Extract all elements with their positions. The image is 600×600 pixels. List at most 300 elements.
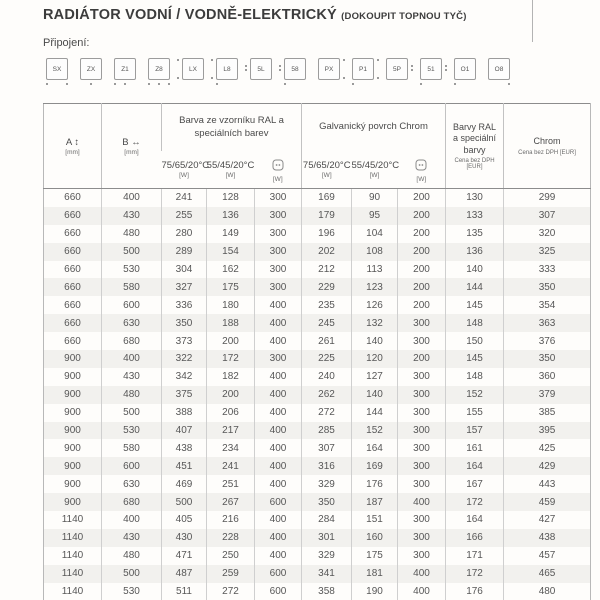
cell-chrom-el: 400 <box>398 493 446 511</box>
connection-type-ZX <box>80 58 102 80</box>
connection-type-51 <box>420 58 442 80</box>
connection-type-P1 <box>352 58 374 80</box>
unit-label: [W] <box>272 175 283 183</box>
cell-price-ral: 145 <box>446 350 504 368</box>
cell-b: 580 <box>102 278 162 296</box>
cell-ral-el: 400 <box>255 511 302 529</box>
connection-type-L8 <box>216 58 238 80</box>
cell-b: 530 <box>102 422 162 440</box>
cell-price-chrom: 438 <box>504 529 591 547</box>
table-row <box>44 583 591 600</box>
cell-chrom-75: 341 <box>302 565 352 583</box>
cell-ral-55: 128 <box>207 189 255 207</box>
connection-type-5P <box>386 58 408 80</box>
cell-ral-el: 400 <box>255 314 302 332</box>
cell-price-chrom: 350 <box>504 350 591 368</box>
connection-point-tick <box>216 83 218 85</box>
cell-price-ral: 130 <box>446 189 504 207</box>
cell-ral-el: 400 <box>255 475 302 493</box>
connection-point-tick <box>454 83 456 85</box>
cell-price-chrom: 443 <box>504 475 591 493</box>
cell-ral-75: 388 <box>162 404 207 422</box>
cell-ral-55: 228 <box>207 529 255 547</box>
cell-b: 430 <box>102 368 162 386</box>
col-header-price-ral: Barvy RAL a speciální barvy Cena bez DPH [EUR] <box>446 104 504 189</box>
connection-point-tick <box>445 69 447 71</box>
sub-col-ral-75 <box>161 151 210 189</box>
connection-point-tick <box>284 83 286 85</box>
cell-ral-55: 206 <box>207 404 255 422</box>
temp-label: 75/65/20°C <box>302 160 351 171</box>
cell-price-chrom: 459 <box>504 493 591 511</box>
cell-chrom-75: 169 <box>302 189 352 207</box>
cell-ral-el: 600 <box>255 565 302 583</box>
connection-code-label: L8 <box>216 58 238 80</box>
connection-point-tick <box>148 83 150 85</box>
cell-ral-el: 600 <box>255 493 302 511</box>
cell-b: 600 <box>102 457 162 475</box>
cell-chrom-el: 200 <box>398 261 446 279</box>
cell-ral-el: 300 <box>255 189 302 207</box>
cell-ral-el: 400 <box>255 404 302 422</box>
col-header-b <box>102 104 162 189</box>
cell-a: 900 <box>64 407 81 419</box>
cell-chrom-55: 95 <box>352 207 398 225</box>
cell-b: 630 <box>102 314 162 332</box>
cell-ral-75: 407 <box>162 422 207 440</box>
cell-a: 1140 <box>61 586 84 598</box>
table-row <box>44 422 591 440</box>
temp-label: 55/45/20°C <box>206 160 255 171</box>
connection-code-label: O1 <box>454 58 476 80</box>
cell-chrom-el: 200 <box>398 350 446 368</box>
cell-ral-el: 400 <box>255 547 302 565</box>
table-row <box>44 296 591 314</box>
cell-price-chrom: 307 <box>504 207 591 225</box>
cell-ral-75: 500 <box>162 493 207 511</box>
spec-table <box>43 103 591 600</box>
connection-type-SX <box>46 58 68 80</box>
cell-chrom-75: 284 <box>302 511 352 529</box>
connection-point-tick <box>168 83 170 85</box>
connection-point-tick <box>245 69 247 71</box>
connection-code-label: LX <box>182 58 204 80</box>
cell-chrom-55: 160 <box>352 529 398 547</box>
sub-col-chrom-75 <box>302 151 352 189</box>
cell-chrom-el: 300 <box>398 386 446 404</box>
cell-price-ral: 152 <box>446 386 504 404</box>
cell-price-ral: 150 <box>446 332 504 350</box>
cell-a: 1140 <box>61 532 84 544</box>
connection-point-tick <box>158 83 160 85</box>
cell-ral-el: 400 <box>255 439 302 457</box>
connection-point-tick <box>46 83 48 85</box>
cell-price-chrom: 360 <box>504 368 591 386</box>
col-b-unit: [mm] <box>124 148 139 156</box>
cell-chrom-el: 300 <box>398 529 446 547</box>
cell-price-chrom: 465 <box>504 565 591 583</box>
cell-ral-55: 200 <box>207 332 255 350</box>
connection-code-label: 51 <box>420 58 442 80</box>
cell-ral-el: 400 <box>255 332 302 350</box>
cell-b: 430 <box>102 207 162 225</box>
cell-ral-el: 600 <box>255 583 302 600</box>
cell-a: 1140 <box>61 550 84 562</box>
cell-ral-el: 400 <box>255 368 302 386</box>
connection-point-tick <box>124 83 126 85</box>
connection-point-tick <box>90 83 92 85</box>
cell-ral-55: 234 <box>207 439 255 457</box>
cell-a: 660 <box>64 281 81 293</box>
cell-ral-75: 487 <box>162 565 207 583</box>
cell-price-chrom: 425 <box>504 439 591 457</box>
cell-ral-55: 172 <box>207 350 255 368</box>
connection-point-tick <box>245 65 247 67</box>
cell-chrom-55: 123 <box>352 278 398 296</box>
cell-chrom-55: 140 <box>352 332 398 350</box>
cell-price-ral: 161 <box>446 439 504 457</box>
connection-point-tick <box>211 59 213 61</box>
cell-b: 500 <box>102 404 162 422</box>
cell-b: 480 <box>102 386 162 404</box>
cell-chrom-55: 181 <box>352 565 398 583</box>
cell-chrom-el: 300 <box>398 457 446 475</box>
cell-a: 900 <box>64 460 81 472</box>
cell-b: 600 <box>102 296 162 314</box>
cell-chrom-75: 358 <box>302 583 352 600</box>
cell-ral-55: 188 <box>207 314 255 332</box>
cell-chrom-75: 240 <box>302 368 352 386</box>
power-socket-icon <box>415 159 427 171</box>
cell-chrom-55: 120 <box>352 350 398 368</box>
connection-code-label: P1 <box>352 58 374 80</box>
cell-ral-75: 375 <box>162 386 207 404</box>
cell-chrom-55: 169 <box>352 457 398 475</box>
cell-chrom-75: 329 <box>302 475 352 493</box>
cell-chrom-75: 229 <box>302 278 352 296</box>
sub-col-chrom-55 <box>352 151 398 189</box>
cell-price-chrom: 457 <box>504 547 591 565</box>
cell-price-chrom: 350 <box>504 278 591 296</box>
cell-ral-55: 175 <box>207 278 255 296</box>
table-row <box>44 386 591 404</box>
cell-ral-75: 405 <box>162 511 207 529</box>
connection-types <box>46 58 510 80</box>
cell-ral-55: 149 <box>207 225 255 243</box>
cell-price-ral: 133 <box>446 207 504 225</box>
connection-code-label: ZX <box>80 58 102 80</box>
cell-price-ral: 148 <box>446 368 504 386</box>
table-row <box>44 314 591 332</box>
table-row <box>44 565 591 583</box>
cell-a: 660 <box>64 192 81 204</box>
cell-chrom-el: 300 <box>398 404 446 422</box>
cell-ral-75: 471 <box>162 547 207 565</box>
connection-point-tick <box>352 83 354 85</box>
table-row <box>44 243 591 261</box>
cell-ral-55: 251 <box>207 475 255 493</box>
cell-ral-75: 438 <box>162 439 207 457</box>
cell-ral-55: 162 <box>207 261 255 279</box>
cell-b: 400 <box>102 350 162 368</box>
cell-a: 900 <box>64 496 81 508</box>
cell-price-ral: 136 <box>446 243 504 261</box>
cell-ral-55: 216 <box>207 511 255 529</box>
col-header-a <box>44 104 102 189</box>
updown-arrow-icon: ↕ <box>74 136 80 148</box>
cell-ral-el: 400 <box>255 422 302 440</box>
group-header-chrom: Galvanický povrch Chrom <box>302 104 446 152</box>
page-edge-line <box>532 0 533 42</box>
table-row <box>44 511 591 529</box>
cell-ral-75: 241 <box>162 189 207 207</box>
connections-label: Připojení: <box>43 37 90 49</box>
cell-price-chrom: 427 <box>504 511 591 529</box>
cell-price-chrom: 325 <box>504 243 591 261</box>
connection-point-tick <box>508 83 510 85</box>
connection-code-label: 5L <box>250 58 272 80</box>
cell-ral-75: 336 <box>162 296 207 314</box>
cell-price-chrom: 320 <box>504 225 591 243</box>
connection-type-Z1 <box>114 58 136 80</box>
cell-chrom-75: 245 <box>302 314 352 332</box>
cell-chrom-75: 261 <box>302 332 352 350</box>
cell-chrom-55: 104 <box>352 225 398 243</box>
cell-b: 500 <box>102 243 162 261</box>
unit-label: [W] <box>321 172 332 179</box>
cell-chrom-75: 235 <box>302 296 352 314</box>
cell-a: 900 <box>64 478 81 490</box>
connection-point-tick <box>377 59 379 61</box>
connection-type-LX <box>182 58 204 80</box>
cell-a: 660 <box>64 264 81 275</box>
cell-chrom-75: 316 <box>302 457 352 475</box>
cell-ral-el: 400 <box>255 529 302 547</box>
cell-chrom-55: 164 <box>352 439 398 457</box>
cell-price-chrom: 333 <box>504 261 591 279</box>
cell-ral-el: 400 <box>255 457 302 475</box>
connection-code-label: 5P <box>386 58 408 80</box>
cell-chrom-el: 300 <box>398 547 446 565</box>
connection-type-PX <box>318 58 340 80</box>
cell-a: 660 <box>64 228 81 240</box>
cell-price-ral: 144 <box>446 278 504 296</box>
cell-price-ral: 140 <box>446 261 504 279</box>
table-row <box>44 189 591 207</box>
connection-type-Z8 <box>148 58 170 80</box>
table-row <box>44 404 591 422</box>
cell-chrom-75: 301 <box>302 529 352 547</box>
table-row <box>44 547 591 565</box>
cell-chrom-55: 126 <box>352 296 398 314</box>
cell-chrom-el: 300 <box>398 475 446 493</box>
cell-chrom-55: 108 <box>352 243 398 261</box>
cell-ral-55: 154 <box>207 243 255 261</box>
cell-chrom-55: 152 <box>352 422 398 440</box>
cell-chrom-el: 300 <box>398 511 446 529</box>
cell-chrom-el: 400 <box>398 565 446 583</box>
cell-ral-el: 300 <box>255 207 302 225</box>
cell-b: 480 <box>102 547 162 565</box>
cell-chrom-75: 285 <box>302 422 352 440</box>
table-row <box>44 332 591 350</box>
cell-chrom-el: 200 <box>398 225 446 243</box>
cell-price-chrom: 376 <box>504 332 591 350</box>
connection-type-58 <box>284 58 306 80</box>
connection-point-tick <box>114 83 116 85</box>
cell-chrom-55: 113 <box>352 261 398 279</box>
cell-price-ral: 164 <box>446 511 504 529</box>
connection-point-tick <box>343 59 345 61</box>
cell-price-ral: 166 <box>446 529 504 547</box>
cell-price-ral: 176 <box>446 583 504 600</box>
connection-point-tick <box>211 77 213 79</box>
cell-a: 900 <box>64 353 81 365</box>
connection-point-tick <box>411 69 413 71</box>
connection-type-O8 <box>488 58 510 80</box>
cell-chrom-el: 200 <box>398 207 446 225</box>
connection-type-5L <box>250 58 272 80</box>
cell-price-ral: 172 <box>446 565 504 583</box>
cell-ral-75: 469 <box>162 475 207 493</box>
sub-col-chrom-electric <box>398 151 446 189</box>
cell-a: 900 <box>64 442 81 454</box>
col-header-price-chrom: Chrom Cena bez DPH [EUR] <box>504 104 591 189</box>
table-row <box>44 368 591 386</box>
cell-ral-el: 400 <box>255 296 302 314</box>
cell-a: 1140 <box>61 568 84 580</box>
cell-b: 400 <box>102 511 162 529</box>
connection-point-tick <box>411 65 413 67</box>
cell-price-ral: 171 <box>446 547 504 565</box>
cell-ral-55: 180 <box>207 296 255 314</box>
cell-b: 680 <box>102 332 162 350</box>
cell-chrom-55: 140 <box>352 386 398 404</box>
cell-b: 530 <box>102 583 162 600</box>
group-header-ral: Barva ze vzorníku RAL a speciálních barev <box>162 104 302 152</box>
cell-chrom-75: 272 <box>302 404 352 422</box>
cell-chrom-el: 300 <box>398 368 446 386</box>
col-a-label: A <box>65 136 72 148</box>
cell-b: 630 <box>102 475 162 493</box>
cell-ral-55: 217 <box>207 422 255 440</box>
cell-ral-55: 136 <box>207 207 255 225</box>
cell-chrom-75: 262 <box>302 386 352 404</box>
unit-label: [W] <box>369 172 380 179</box>
cell-ral-55: 267 <box>207 493 255 511</box>
cell-ral-55: 241 <box>207 457 255 475</box>
cell-a: 900 <box>64 371 81 383</box>
cell-ral-75: 342 <box>162 368 207 386</box>
cell-price-chrom: 395 <box>504 422 591 440</box>
cell-a: 1140 <box>61 514 84 526</box>
connection-point-tick <box>279 65 281 67</box>
table-row <box>44 225 591 243</box>
cell-a: 660 <box>64 299 81 311</box>
cell-chrom-el: 300 <box>398 422 446 440</box>
cell-ral-55: 272 <box>207 583 255 600</box>
sub-col-ral-electric <box>255 151 302 189</box>
cell-chrom-75: 225 <box>302 350 352 368</box>
col-b-label: B <box>122 136 129 148</box>
cell-chrom-el: 300 <box>398 314 446 332</box>
cell-b: 400 <box>102 189 162 207</box>
col-a-unit: [mm] <box>65 148 80 156</box>
cell-price-chrom: 385 <box>504 404 591 422</box>
cell-ral-el: 300 <box>255 261 302 279</box>
cell-price-ral: 135 <box>446 225 504 243</box>
leftright-arrow-icon: ↔ <box>131 136 141 148</box>
cell-a: 660 <box>64 335 81 347</box>
connection-code-label: PX <box>318 58 340 80</box>
cell-chrom-el: 200 <box>398 189 446 207</box>
cell-ral-55: 250 <box>207 547 255 565</box>
cell-chrom-75: 179 <box>302 207 352 225</box>
cell-chrom-el: 400 <box>398 583 446 600</box>
cell-price-ral: 145 <box>446 296 504 314</box>
cell-b: 680 <box>102 493 162 511</box>
cell-b: 500 <box>102 565 162 583</box>
cell-ral-75: 373 <box>162 332 207 350</box>
cell-ral-75: 289 <box>162 243 207 261</box>
connection-point-tick <box>279 69 281 71</box>
table-row <box>44 207 591 225</box>
cell-ral-el: 300 <box>255 278 302 296</box>
connection-point-tick <box>377 77 379 79</box>
cell-price-chrom: 379 <box>504 386 591 404</box>
cell-chrom-el: 300 <box>398 439 446 457</box>
cell-chrom-75: 202 <box>302 243 352 261</box>
cell-ral-el: 300 <box>255 243 302 261</box>
cell-chrom-75: 196 <box>302 225 352 243</box>
cell-chrom-75: 350 <box>302 493 352 511</box>
cell-ral-el: 300 <box>255 225 302 243</box>
cell-ral-el: 400 <box>255 386 302 404</box>
connection-code-label: SX <box>46 58 68 80</box>
cell-b: 430 <box>102 529 162 547</box>
temp-label: 75/65/20°C <box>161 160 210 171</box>
cell-price-chrom: 480 <box>504 583 591 600</box>
connection-code-label: Z8 <box>148 58 170 80</box>
power-socket-icon <box>272 159 284 171</box>
cell-chrom-75: 329 <box>302 547 352 565</box>
cell-chrom-el: 200 <box>398 243 446 261</box>
cell-a: 660 <box>64 246 81 258</box>
cell-ral-55: 259 <box>207 565 255 583</box>
cell-ral-55: 182 <box>207 368 255 386</box>
cell-price-ral: 155 <box>446 404 504 422</box>
cell-b: 580 <box>102 439 162 457</box>
unit-label: [W] <box>416 175 427 183</box>
cell-chrom-55: 187 <box>352 493 398 511</box>
cell-ral-75: 304 <box>162 261 207 279</box>
cell-b: 480 <box>102 225 162 243</box>
table-row <box>44 261 591 279</box>
cell-ral-75: 451 <box>162 457 207 475</box>
connection-code-label: Z1 <box>114 58 136 80</box>
connection-code-label: 58 <box>284 58 306 80</box>
cell-ral-75: 322 <box>162 350 207 368</box>
cell-ral-75: 280 <box>162 225 207 243</box>
cell-chrom-55: 190 <box>352 583 398 600</box>
cell-price-ral: 172 <box>446 493 504 511</box>
connection-point-tick <box>343 77 345 79</box>
cell-chrom-el: 300 <box>398 332 446 350</box>
cell-b: 530 <box>102 261 162 279</box>
cell-price-ral: 164 <box>446 457 504 475</box>
table-row <box>44 278 591 296</box>
cell-ral-75: 511 <box>162 583 207 600</box>
